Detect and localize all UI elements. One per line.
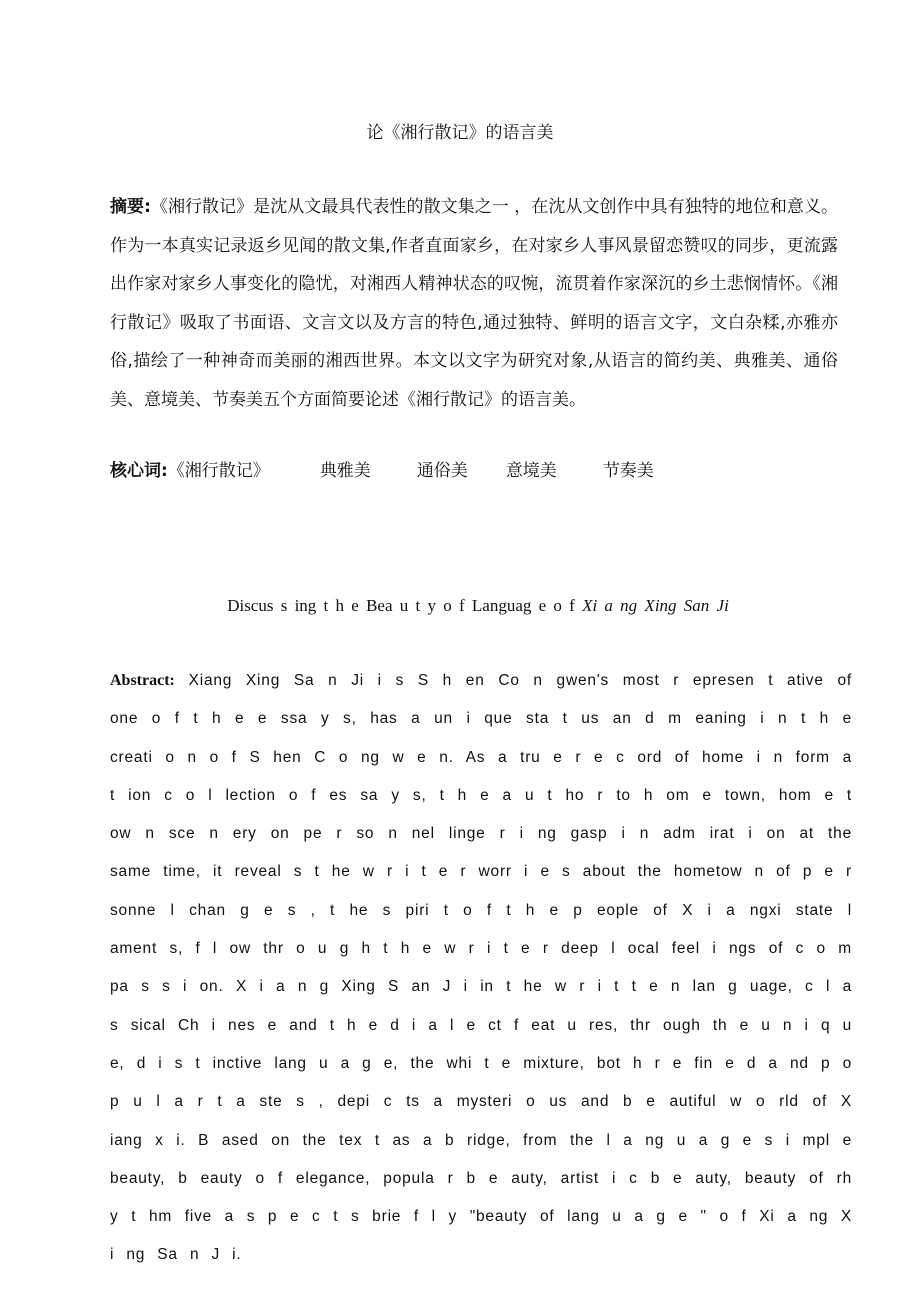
keyword: 《湘行散记》 — [167, 461, 270, 481]
english-title — [0, 596, 920, 616]
english-title-plain: Discus s ing t h e Bea u t y o f Languag e o f — [227, 596, 575, 615]
english-abstract-label: Abstract: — [110, 672, 175, 689]
chinese-abstract — [110, 188, 838, 419]
keyword: 节奏美 — [602, 461, 654, 481]
chinese-keywords — [110, 452, 838, 490]
keyword: 通俗美 — [416, 461, 468, 481]
chinese-title: 论《湘行散记》的语言美 — [366, 123, 554, 143]
english-abstract-text: Xiang Xing Sa n Ji i s S h en Co n gwen's most r epresen t ative of one o f t h e e ssa y s, has a un i que sta t us an d m eaning i n t h e creati o n o f S hen C o ng w e n. As a tru e r e c ord of home i n form a t ion c o l lection o f es sa y s, t h e a u t ho r to h om e town, hom e t ow n sce n ery on pe r so n nel linge r i ng gasp i n adm irat i on at the same time, it reveal s t he w r i t e r worr i e s about the hometow n of p e r sonne l chan g e s , t he s piri t o f t h e p eople of X i a ngxi state l ament s, f l ow thr o u g h t h e w r i t e r deep l ocal feel i ngs of c o m pa s s i on. X i a n g Xing S an J i in t he w r i t t e n lan g uage, c l a s sical Ch i nes e and t h e d i a l e ct f eat u res, thr ough th e u n i q u e, d i s t inctive lang u a g e, the whi t e mixture, bot h r e fin e d a nd p o p u l a r t a ste s , depi c ts a mysteri o us and b e autiful w o rld of X iang x i. B ased on the tex t as a b ridge, from the l a ng u a g e s i mpl e beauty, b eauty o f elegance, popula r b e auty, artist i c b e auty, beauty of rh y t hm five a s p e c t s brie f l y "beauty of lang u a g e " o f Xi a ng X i ng Sa n J i. — [110, 672, 852, 1264]
keyword: 意境美 — [505, 461, 557, 481]
chinese-keywords-label: 核心词: — [110, 461, 168, 481]
english-abstract — [110, 662, 852, 1275]
keyword: 典雅美 — [319, 461, 371, 481]
chinese-abstract-label: 摘要: — [110, 197, 151, 217]
english-title-italic: Xi a ng Xing San Ji — [582, 596, 729, 615]
chinese-abstract-text: 《湘行散记》是沈从文最具代表性的散文集之一 ，在沈从文创作中具有独特的地位和意义。作为一本真实记录返乡见闻的散文集,作者直面家乡，在对家乡人事风景留恋赞叹的同步，更流露出作家对家乡人事变化的隐忧，对湘西人精神状态的叹惋，流贯着作家深沉的乡土悲悯情怀。《湘行散记》吸取了书面语、文言文以及方言的特色,通过独特、鲜明的语言文字，文白杂糅,亦雅亦俗,描绘了一种神奇而美丽的湘西世界。本文以文字为研究对象,从语言的简约美、典雅美、通俗美、意境美、节奏美五个方面简要论述《湘行散记》的语言美。 — [110, 197, 838, 410]
